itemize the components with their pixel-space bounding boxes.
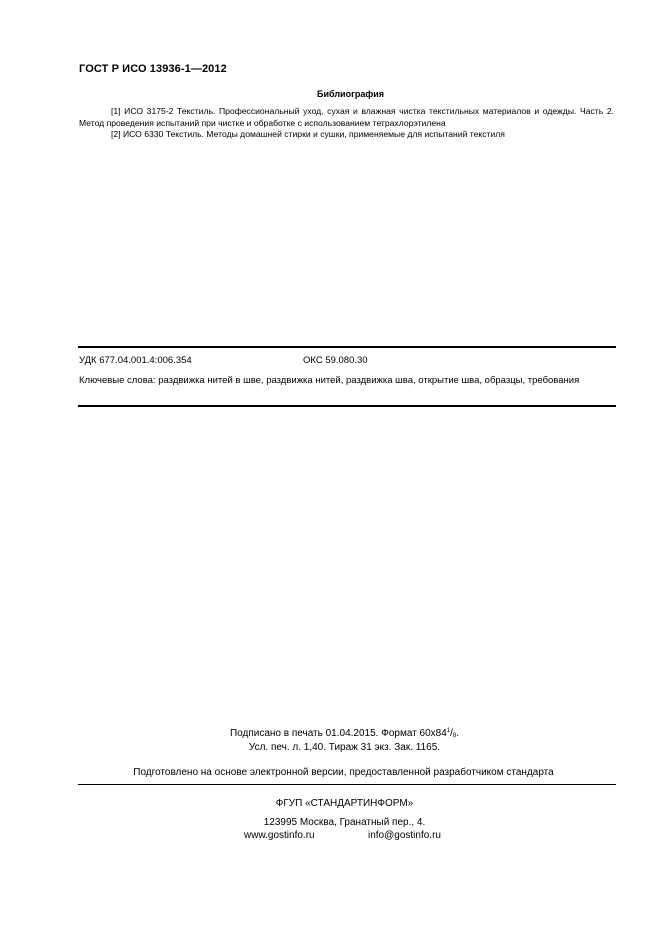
prepared-note: Подготовлено на основе электронной версии, предоставленной разработчиком стандарта <box>133 767 554 778</box>
oks-code: ОКС 59.080.30 <box>303 355 368 366</box>
bibliography-title: Библиография <box>317 89 384 99</box>
format-end: . <box>456 728 460 739</box>
print-details: Усл. печ. л. 1,40. Тираж 31 экз. Зак. 1165. <box>248 742 441 753</box>
standard-code: ГОСТ Р ИСО 13936-1—2012 <box>79 63 227 75</box>
divider-bottom <box>78 405 616 407</box>
keywords: Ключевые слова: раздвижка нитей в шве, раздвижка нитей, раздвижка шва, открытие шва, образцы, требования <box>79 375 580 386</box>
publisher-address: 123995 Москва, Гранатный пер., 4. <box>263 817 426 828</box>
bibliography-entry: [2] ИСО 6330 Текстиль. Методы домашней стирки и сушки, применяемые для испытаний текстиля <box>111 129 505 139</box>
udk-code: УДК 677.04.001.4:006.354 <box>79 355 192 366</box>
bibliography-entry: [1] ИСО 3175-2 Текстиль. Профессиональный уход, сухая и влажная чистка текстильных материалов и одежды. Часть 2. Метод проведения испытаний при чистке и обработке с использованием тетрахлорэтилена <box>79 106 614 128</box>
divider-top <box>78 346 616 348</box>
website-link[interactable]: www.gostinfo.ru <box>244 830 315 841</box>
bibliography-list <box>79 106 614 141</box>
divider-imprint <box>78 784 616 785</box>
publisher-name: ФГУП «СТАНДАРТИНФОРМ» <box>275 798 414 809</box>
email-link[interactable]: info@gostinfo.ru <box>368 830 441 841</box>
format-numerator: 1 <box>446 728 451 734</box>
signed-line: Подписано в печать 01.04.2015. Формат $60x84^1/_8$. <box>229 728 460 739</box>
format-denominator: 8 <box>452 733 457 739</box>
signed-text: Подписано в печать 01.04.2015. Формат 60x84 <box>229 728 447 739</box>
